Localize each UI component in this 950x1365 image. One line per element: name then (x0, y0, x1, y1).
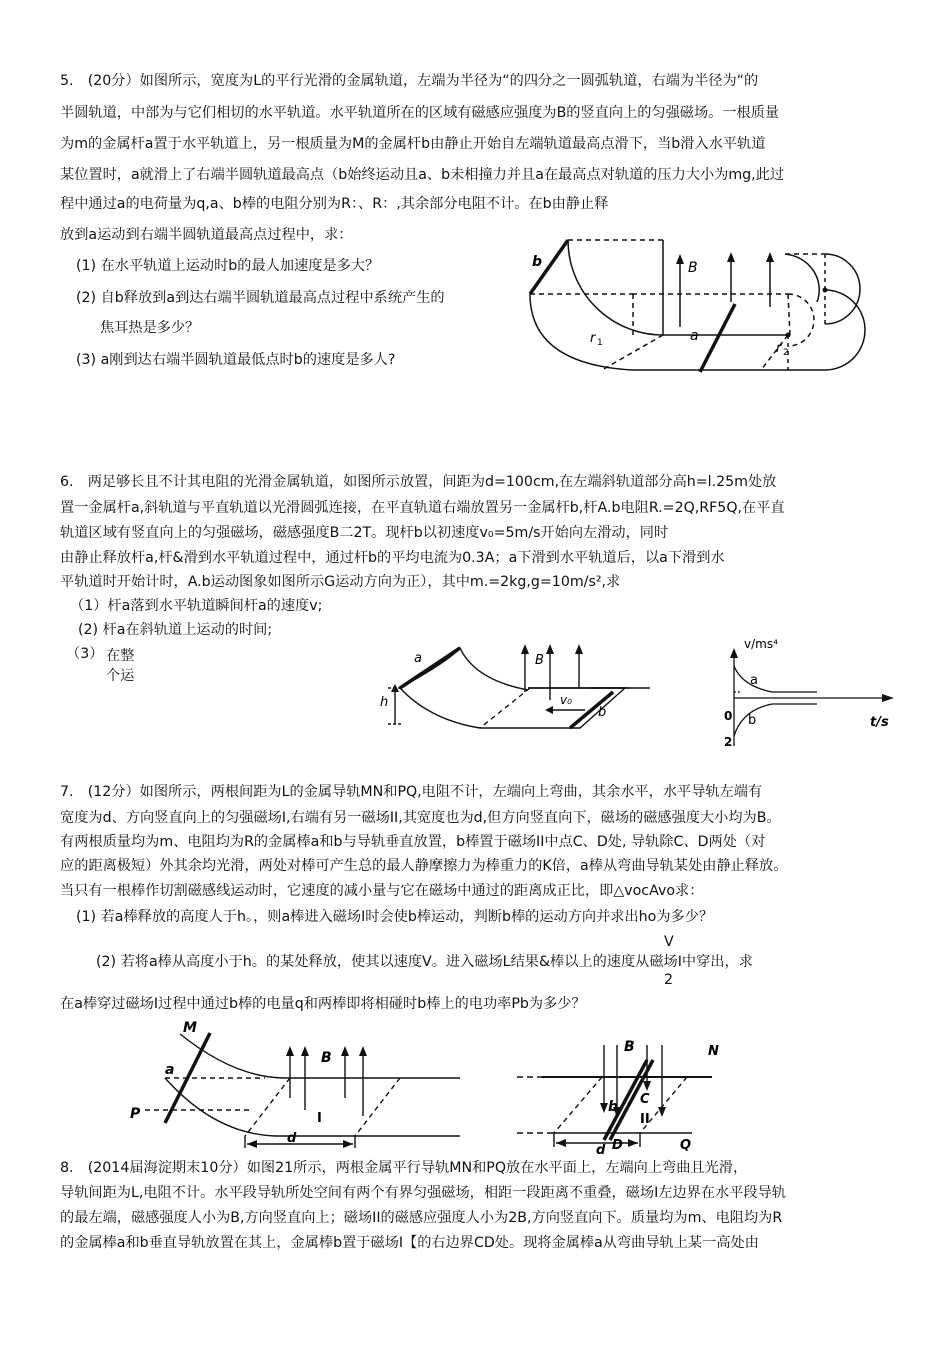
q7-line-4: 应的距离极短）外其余均光滑，两处对棒可产生总的最人静摩擦力为棒重力的K倍，a棒从弯曲导轨某处由静止释放。 (60, 858, 788, 874)
q7-fig2-label-B: B (624, 1039, 635, 1055)
q7-frac-bot: 2 (664, 972, 674, 988)
q5-fig-label-r1: r (590, 331, 596, 346)
q6-line-1: 6. 两足够长且不计其电阻的光滑金属轨道，如图所示放置，间距为d=100cm,在左端斜轨道部分高h=l.25m处放 (60, 474, 777, 490)
q5-fig-label-a: a (690, 328, 699, 344)
q7-fig1-label-d: d (287, 1131, 297, 1146)
q7-fig2-label-II: II (640, 1112, 650, 1127)
q7-frac-top: V (664, 934, 674, 950)
q6-figure-rails (380, 640, 655, 740)
q6-part-2: (2) 杆a在斜轨道上运动的时间; (78, 622, 273, 638)
q5-fig-label-r2: r (776, 341, 782, 356)
q5-figure (520, 232, 865, 382)
q6-graph-origin: 0 (724, 709, 733, 723)
q7-part-1: (1) 若a棒释放的高度人于h。，则a棒进入磁场I时会使b棒运动，判断b棒的运动方向并求出ho为多少？ (76, 909, 714, 925)
q5-fig-label-B: B (688, 260, 698, 276)
q8-line-2: 导轨间距为L,电阻不计。水平段导轨所处空间有两个有界匀强磁场，相距一段距离不重叠，磁场I左边界在水平段导轨 (60, 1185, 786, 1201)
q5-line-1: 5. (20分）如图所示，宽度为L的平行光滑的金属轨道，左端为半径为“的四分之一圆弧轨道，右端为半径为“的 (60, 73, 759, 89)
q5-line-4: 某位置时，a就滑上了右端半圆轨道最高点（b始终运动且a、b未相撞力并且a在最高点对轨道的压力大小为mg,此过 (60, 167, 785, 183)
q6-fig-label-v0: v₀ (560, 693, 572, 707)
q6-part-3-num: （3） (66, 646, 104, 662)
q5-line-5: 程中通过a的电荷量为q,a、b棒的电阻分别为R：、R：,其余部分电阻不计。在b由静止释 (60, 196, 609, 212)
q6-graph-neg-tick: 2 (724, 735, 733, 749)
q7-line-5: 当只有一根棒作切割磁感线运动时，它速度的减小量与它在磁场中通过的距离成正比，即△vocAvo求： (60, 883, 704, 899)
q5-line-6: 放到a运动到右端半圆轨道最高点过程中，求： (60, 227, 353, 243)
q7-fig2-label-Q: Q (680, 1138, 692, 1153)
q5-part-2b: 焦耳热是多少？ (100, 320, 200, 336)
q6-line-5: 平轨道时开始计时，A.b运动图象如图所示G运动方向为正），其中m.=2kg,g=10m/s²,求 (60, 574, 621, 590)
q6-graph-ylabel: v/ms⁴ (744, 637, 778, 651)
q6-graph-label-a: a (750, 673, 758, 688)
q7-fig1-label-a: a (165, 1062, 175, 1078)
q8-line-3: 的最左端，磁感强度人小为B,方向竖直向上；磁场II的磁感应强度人小为2B,方向竖直向下。质量均为m、电阻均为R (60, 1210, 783, 1226)
q8-line-4: 的金属棒a和b垂直导轨放置在其上，金属棒b置于磁场I【的右边界CD处。现将金属棒a从弯曲导轨上某一高处由 (60, 1235, 759, 1251)
q6-part-3-text-b: 个运 (106, 668, 135, 684)
q5-line-3: 为m的金属杆a置于水平轨道上，另一根质量为M的金属杆b由静止开始自左端轨道最高点滑下，当b滑入水平轨道 (60, 136, 766, 152)
q7-figure-left (125, 1018, 465, 1148)
q7-fig2-label-d: d (596, 1143, 606, 1158)
q6-fig-label-h: h (380, 695, 389, 710)
q7-fig1-label-I: I (317, 1111, 322, 1126)
q7-fig2-label-b: b (608, 1099, 619, 1115)
q5-fig-label-b: b (532, 254, 543, 270)
q7-fig1-label-B: B (321, 1050, 332, 1066)
q7-fig2-label-N: N (708, 1044, 719, 1059)
q6-part-3-text-a: 在整 (106, 648, 135, 664)
q7-part-2: (2) 若将a棒从高度小于h。的某处释放，使其以速度V。进入磁场L结果&棒以上的速度从磁场I中穿出，求 (96, 954, 753, 970)
q7-part-2b: 在a棒穿过磁场I过程中通过b棒的电量q和两棒即将相碰时b棒上的电功率Pb为多少？ (60, 996, 586, 1012)
q6-fig-label-b: b (598, 705, 607, 720)
q6-line-2: 置一金属杆a,斜轨道与平直轨道以光滑圆弧连接，在平直轨道右端放置另一金属杆b,杆A.b电阻R.=2Q,RF5Q,在平直 (60, 500, 785, 516)
q7-fig1-label-P: P (130, 1106, 141, 1122)
q6-fig-label-B: B (535, 653, 544, 668)
q7-fig2-label-C: C (640, 1092, 650, 1107)
q5-part-3: (3) a刚到达右端半圆轨道最低点时b的速度是多人? (76, 352, 396, 368)
q5-fig-label-r1-sub: 1 (597, 338, 603, 348)
q5-fig-label-r2-sub: 2 (783, 348, 789, 358)
q6-line-4: 由静止释放杆a,杆&滑到水平轨道过程中，通过杆b的平均电流为0.3A；a下滑到水平轨道后，以a下滑到水 (60, 550, 725, 566)
q5-line-2: 半圆轨道，中部为与它们相切的水平轨道。水平轨道所在的区域有磁感应强度为B的竖直向上的匀强磁场。一根质量 (60, 105, 780, 121)
q8-line-1: 8. (2014届海淀期末10分）如图21所示，两根金属平行导轨MN和PQ放在水平面上，左端向上弯曲且光滑， (60, 1160, 748, 1176)
q6-part-1: （1）杆a落到水平轨道瞬间杆a的速度v; (70, 598, 323, 614)
q7-line-3: 有两根质量均为m、电阻均为R的金属棒a和b与导轨垂直放置，b棒置于磁场II中点C、D处, 导轨除C、D两处（对 (60, 834, 766, 850)
q7-line-1: 7. (12分）如图所示，两根间距为L的金属导轨MN和PQ,电阻不计，左端向上弯曲，其余水平，水平导轨左端有 (60, 784, 763, 800)
q5-part-2a: (2) 自b释放到a到达右端半圆轨道最高点过程中系统产生的 (76, 290, 445, 306)
q5-part-1: (1) 在水平轨道上运动时b的最人加速度是多大？ (76, 258, 380, 274)
q6-figure-graph (722, 636, 907, 748)
q7-line-2: 宽度为d、方向竖直向上的匀强磁场I,右端有另一磁场II,其宽度也为d,但方向竖直向下，磁场的磁感强度大小均为B。 (60, 810, 781, 826)
q6-graph-xlabel: t/s (870, 715, 889, 730)
q7-figure-right (512, 1025, 719, 1158)
q6-fig-label-a: a (414, 651, 422, 666)
q7-fig2-label-D: D (612, 1138, 623, 1153)
q7-fig1-label-M: M (183, 1020, 197, 1036)
q6-line-3: 轨道区域有竖直向上的匀强磁场，磁感强度B二2T。现杆b以初速度v₀=5m/s开始向左滑动，同时 (60, 525, 669, 541)
q6-graph-label-b: b (748, 713, 757, 728)
